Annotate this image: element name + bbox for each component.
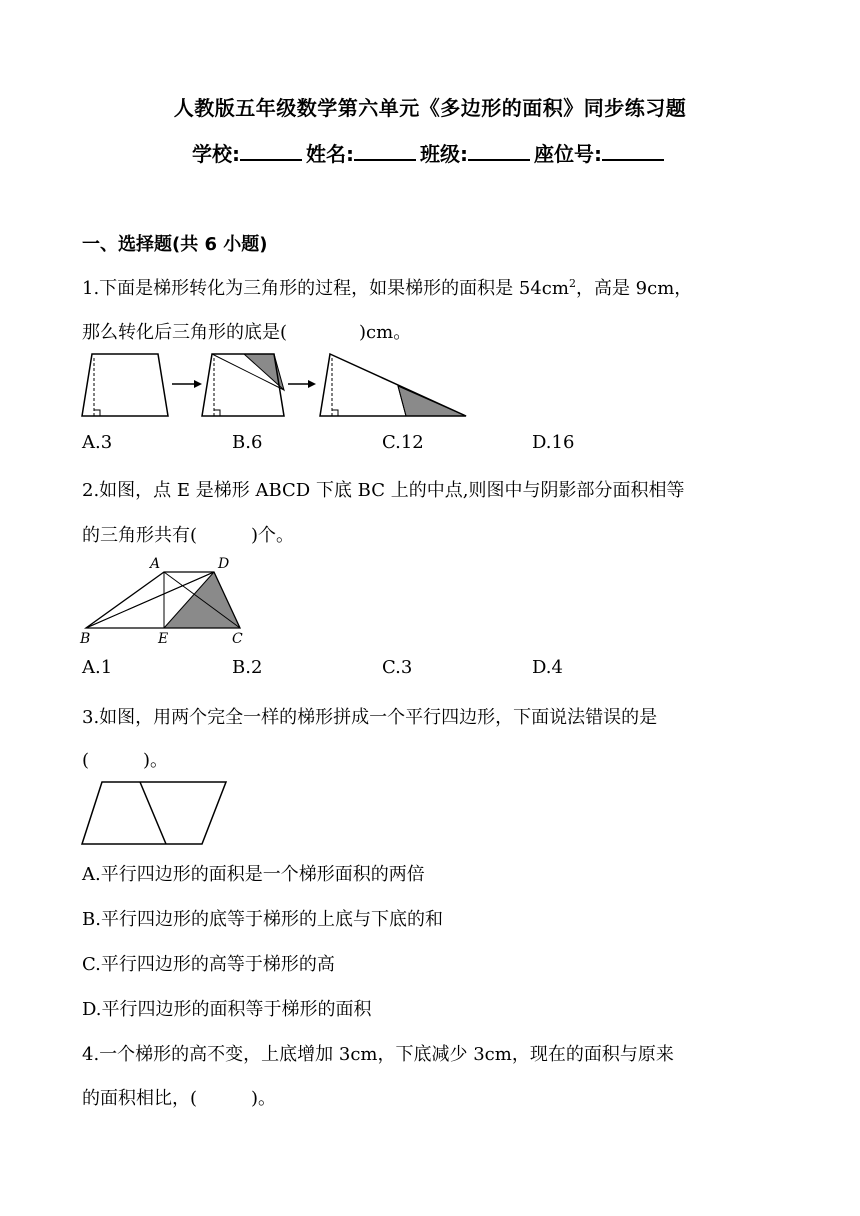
- question-4-text-line2: 的面积相比，( )。: [82, 1088, 277, 1109]
- option-b[interactable]: B.2: [232, 657, 263, 678]
- page-title: 人教版五年级数学第六单元《多边形的面积》同步练习题: [173, 96, 687, 120]
- question-3-text-line2: ( )。: [82, 750, 169, 771]
- question-1-text: [82, 274, 692, 300]
- question-2-text-line2: 的三角形共有( )个。: [82, 525, 295, 546]
- name-blank[interactable]: [354, 141, 416, 161]
- question-3-figure: [80, 780, 230, 848]
- question-1-figure: [80, 350, 470, 420]
- option-b[interactable]: B.6: [232, 432, 263, 453]
- option-c[interactable]: C.3: [382, 657, 413, 678]
- option-a[interactable]: A.3: [82, 432, 113, 453]
- trapezoid-shape: [82, 354, 168, 416]
- seat-blank[interactable]: [602, 141, 664, 161]
- question-1-superscript: 2: [568, 277, 576, 290]
- option-d[interactable]: D.4: [532, 657, 563, 678]
- label-c: C: [232, 631, 243, 646]
- class-blank[interactable]: [468, 141, 530, 161]
- trapezoid-divider: [140, 782, 166, 844]
- option-a[interactable]: A.1: [82, 657, 113, 678]
- option-d[interactable]: D.16: [532, 432, 575, 453]
- name-label: 姓名:: [306, 142, 354, 166]
- seat-label: 座位号:: [534, 142, 602, 166]
- label-e: E: [158, 631, 169, 646]
- question-2-figure: [78, 554, 258, 646]
- label-a: A: [150, 556, 161, 572]
- question-3-text: 3.如图，用两个完全一样的梯形拼成一个平行四边形，下面说法错误的是: [82, 707, 658, 728]
- school-blank[interactable]: [240, 141, 302, 161]
- triangle-shape: [320, 354, 466, 416]
- question-1-text-b: ，高是 9cm，: [575, 278, 693, 299]
- school-label: 学校:: [192, 142, 240, 166]
- question-4-text: 4.一个梯形的高不变，上底增加 3cm，下底减少 3cm，现在的面积与原来: [82, 1044, 674, 1065]
- question-3-option-a[interactable]: A.平行四边形的面积是一个梯形面积的两倍: [82, 864, 425, 885]
- parallelogram-shape: [82, 782, 226, 844]
- question-3-option-c[interactable]: C.平行四边形的高等于梯形的高: [82, 954, 335, 975]
- option-c[interactable]: C.12: [382, 432, 424, 453]
- student-info-line: [0, 138, 860, 167]
- class-label: 班级:: [420, 142, 468, 166]
- question-3-option-b[interactable]: B.平行四边形的底等于梯形的上底与下底的和: [82, 909, 443, 930]
- question-1-text-line2: 那么转化后三角形的底是( )cm。: [82, 322, 412, 343]
- section-heading: 一、选择题(共 6 小题): [82, 234, 268, 255]
- question-2-text: 2.如图，点 E 是梯形 ABCD 下底 BC 上的中点,则图中与阴影部分面积相等: [82, 480, 685, 501]
- question-3-option-d[interactable]: D.平行四边形的面积等于梯形的面积: [82, 999, 372, 1020]
- label-b: B: [80, 631, 91, 646]
- shaded-triangle: [244, 354, 284, 390]
- label-d: D: [218, 556, 230, 572]
- question-1-text-a: 1.下面是梯形转化为三角形的过程，如果梯形的面积是 54cm: [82, 278, 569, 299]
